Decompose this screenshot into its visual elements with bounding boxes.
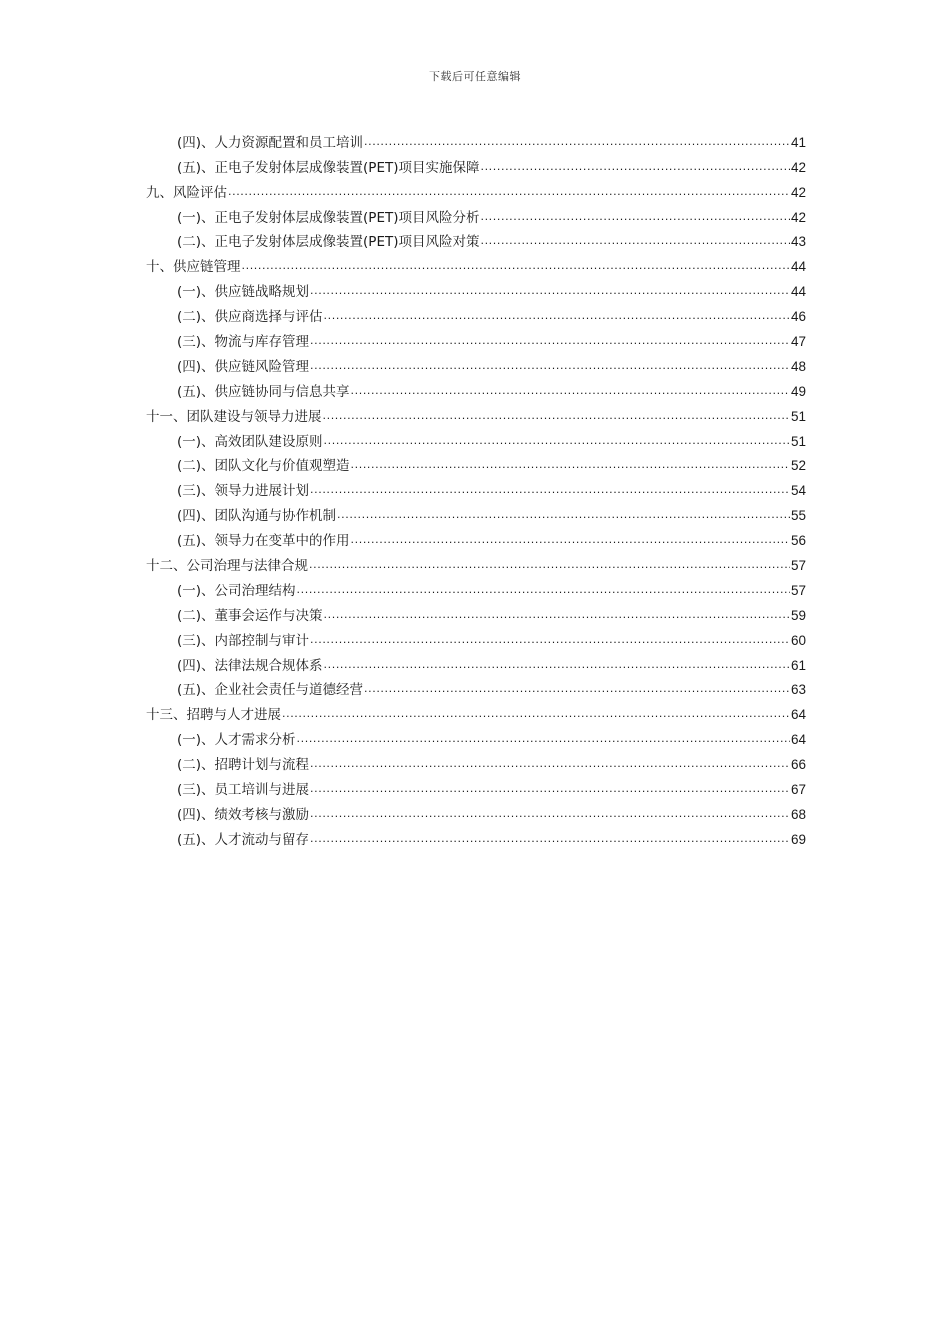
toc-chapter-entry[interactable] [146, 550, 806, 575]
toc-dot-leader [364, 681, 790, 699]
toc-dot-leader [310, 482, 790, 500]
toc-page-number: 47 [790, 334, 806, 350]
toc-entry-title: 九、风险评估 [146, 184, 227, 201]
toc-section-entry[interactable] [146, 202, 806, 227]
toc-page-number: 42 [790, 209, 806, 225]
toc-entry-title: (一)、正电子发射体层成像装置(PET)项目风险分析 [177, 209, 480, 226]
toc-dot-leader [364, 134, 790, 152]
toc-page-number: 51 [790, 408, 806, 424]
toc-section-entry[interactable] [146, 127, 806, 152]
toc-page-number: 43 [790, 234, 806, 250]
toc-section-entry[interactable] [146, 799, 806, 824]
toc-dot-leader [310, 756, 790, 774]
toc-page-number: 44 [790, 284, 806, 300]
toc-dot-leader [310, 781, 790, 799]
toc-entry-title: 十三、招聘与人才进展 [146, 707, 281, 724]
page-header-note: 下载后可任意编辑 [429, 70, 521, 83]
toc-section-entry[interactable] [146, 426, 806, 451]
toc-section-entry[interactable] [146, 351, 806, 376]
toc-dot-leader [351, 532, 790, 550]
toc-section-entry[interactable] [146, 824, 806, 849]
toc-section-entry[interactable] [146, 301, 806, 326]
toc-page-number: 67 [790, 782, 806, 798]
toc-entry-title: (二)、供应商选择与评估 [177, 309, 323, 326]
toc-section-entry[interactable] [146, 326, 806, 351]
toc-entry-title: (五)、人才流动与留存 [177, 831, 310, 848]
toc-section-entry[interactable] [146, 500, 806, 525]
toc-chapter-entry[interactable] [146, 177, 806, 202]
toc-dot-leader [480, 159, 789, 177]
toc-entry-title: (三)、员工培训与进展 [177, 782, 310, 799]
toc-page-number: 51 [790, 433, 806, 449]
toc-dot-leader [310, 806, 790, 824]
toc-page-number: 41 [790, 134, 806, 150]
toc-dot-leader [282, 706, 790, 724]
toc-entry-title: (二)、正电子发射体层成像装置(PET)项目风险对策 [177, 234, 480, 251]
toc-page-number: 66 [790, 757, 806, 773]
toc-entry-title: (三)、物流与库存管理 [177, 334, 310, 351]
toc-entry-title: (四)、供应链风险管理 [177, 358, 310, 375]
toc-dot-leader [324, 657, 790, 675]
toc-entry-title: (四)、法律法规合规体系 [177, 657, 323, 674]
toc-section-entry[interactable] [146, 625, 806, 650]
toc-section-entry[interactable] [146, 650, 806, 675]
toc-dot-leader [323, 408, 790, 426]
toc-page-number: 48 [790, 358, 806, 374]
toc-section-entry[interactable] [146, 774, 806, 799]
toc-dot-leader [297, 731, 790, 749]
toc-dot-leader [324, 433, 790, 451]
toc-page-number: 44 [790, 259, 806, 275]
toc-page-number: 56 [790, 533, 806, 549]
toc-section-entry[interactable] [146, 475, 806, 500]
toc-dot-leader [480, 209, 789, 227]
toc-dot-leader [310, 358, 790, 376]
toc-page-number: 42 [790, 184, 806, 200]
toc-dot-leader [324, 607, 790, 625]
table-of-contents [146, 127, 806, 849]
toc-entry-title: (一)、公司治理结构 [177, 582, 296, 599]
toc-dot-leader [297, 582, 790, 600]
toc-page-number: 64 [790, 707, 806, 723]
toc-section-entry[interactable] [146, 749, 806, 774]
toc-page-number: 60 [790, 632, 806, 648]
toc-dot-leader [309, 557, 790, 575]
toc-page-number: 54 [790, 483, 806, 499]
toc-page-number: 63 [790, 682, 806, 698]
toc-entry-title: (二)、董事会运作与决策 [177, 607, 323, 624]
toc-page-number: 52 [790, 458, 806, 474]
toc-section-entry[interactable] [146, 227, 806, 252]
toc-entry-title: (一)、高效团队建设原则 [177, 433, 323, 450]
toc-page-number: 57 [790, 582, 806, 598]
toc-entry-title: (二)、招聘计划与流程 [177, 757, 310, 774]
toc-section-entry[interactable] [146, 152, 806, 177]
toc-section-entry[interactable] [146, 575, 806, 600]
toc-section-entry[interactable] [146, 451, 806, 476]
toc-dot-leader [228, 184, 790, 202]
toc-entry-title: (一)、人才需求分析 [177, 732, 296, 749]
toc-dot-leader [310, 333, 790, 351]
toc-chapter-entry[interactable] [146, 251, 806, 276]
toc-page-number: 61 [790, 657, 806, 673]
toc-page-number: 49 [790, 383, 806, 399]
toc-dot-leader [242, 258, 790, 276]
toc-dot-leader [351, 383, 790, 401]
toc-entry-title: 十、供应链管理 [146, 259, 241, 276]
toc-entry-title: 十一、团队建设与领导力进展 [146, 408, 322, 425]
toc-page-number: 46 [790, 309, 806, 325]
toc-chapter-entry[interactable] [146, 401, 806, 426]
toc-entry-title: (四)、绩效考核与激励 [177, 806, 310, 823]
toc-section-entry[interactable] [146, 276, 806, 301]
toc-page-number: 42 [790, 159, 806, 175]
toc-chapter-entry[interactable] [146, 699, 806, 724]
toc-dot-leader [324, 308, 790, 326]
toc-dot-leader [351, 457, 790, 475]
toc-page-number: 59 [790, 607, 806, 623]
toc-dot-leader [310, 283, 790, 301]
toc-dot-leader [310, 632, 790, 650]
toc-section-entry[interactable] [146, 376, 806, 401]
toc-entry-title: 十二、公司治理与法律合规 [146, 558, 308, 575]
toc-section-entry[interactable] [146, 724, 806, 749]
toc-section-entry[interactable] [146, 525, 806, 550]
toc-page-number: 57 [790, 558, 806, 574]
toc-entry-title: (五)、领导力在变革中的作用 [177, 533, 350, 550]
toc-entry-title: (三)、领导力进展计划 [177, 483, 310, 500]
toc-page-number: 64 [790, 732, 806, 748]
toc-entry-title: (一)、供应链战略规划 [177, 284, 310, 301]
toc-entry-title: (四)、人力资源配置和员工培训 [177, 134, 364, 151]
toc-page-number: 69 [790, 831, 806, 847]
toc-dot-leader [480, 233, 789, 251]
toc-page-number: 55 [790, 508, 806, 524]
toc-dot-leader [310, 831, 790, 849]
toc-entry-title: (二)、团队文化与价值观塑造 [177, 458, 350, 475]
toc-entry-title: (四)、团队沟通与协作机制 [177, 508, 337, 525]
toc-entry-title: (五)、正电子发射体层成像装置(PET)项目实施保障 [177, 159, 480, 176]
toc-entry-title: (五)、企业社会责任与道德经营 [177, 682, 364, 699]
toc-page-number: 68 [790, 806, 806, 822]
toc-section-entry[interactable] [146, 600, 806, 625]
toc-entry-title: (三)、内部控制与审计 [177, 632, 310, 649]
toc-dot-leader [337, 507, 790, 525]
toc-entry-title: (五)、供应链协同与信息共享 [177, 383, 350, 400]
toc-section-entry[interactable] [146, 675, 806, 700]
